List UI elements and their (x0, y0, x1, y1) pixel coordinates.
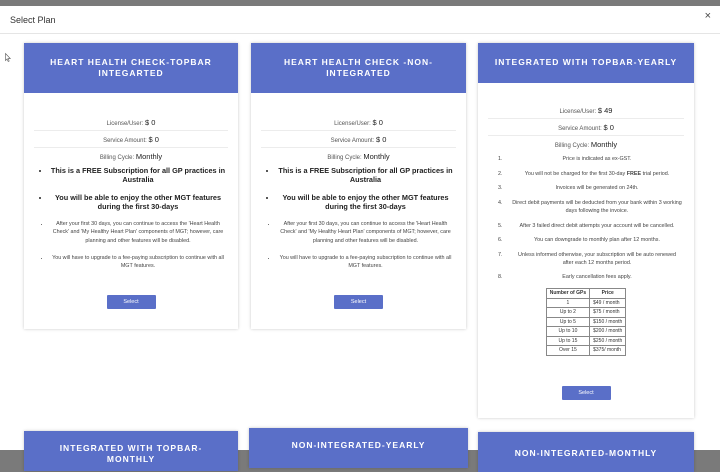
table-row: 1 $49 / month (546, 298, 626, 308)
modal-header (0, 6, 720, 34)
plan-term-item: 8. Early cancellation fees apply. (498, 274, 632, 281)
service-amount-value: $ 0 (375, 135, 387, 144)
license-label: License/User: (559, 109, 597, 115)
plan-detail-item: • You will have to upgrade to a fee-paying subscription to continue with all MGT features. (50, 254, 226, 271)
plan-term-item: 2. You will not be charged for the first 30-day FREE trial period. (498, 170, 670, 177)
service-amount-row (34, 131, 228, 148)
pricing-table (546, 288, 627, 356)
plan-term-item: 1. Price is indicated as ex-GST. (498, 156, 632, 162)
plan-detail-item: • After your first 30 days, you can continue to access the 'Heart Health Check' and 'My Healthy Heart Plan' components of MGT; however, care planning and other features will be disabled. (50, 220, 226, 245)
billing-cycle-row (488, 136, 684, 153)
service-amount-label: Service Amount: (103, 138, 147, 144)
plan-card-title: INTEGRATED WITH TOPBAR-YEARLY (478, 43, 694, 83)
plan-details (251, 220, 466, 271)
service-amount-row (488, 119, 684, 136)
plan-card-title: NON-INTEGRATED-YEARLY (249, 428, 468, 468)
plan-card-non-integrated-monthly (478, 432, 694, 472)
billing-cycle-label: Billing Cycle: (327, 155, 362, 161)
select-button[interactable]: Select (562, 386, 611, 400)
plan-highlight-item: • This is a FREE Subscription for all GP practices in Australia (277, 166, 454, 185)
billing-cycle-value: Monthly (590, 140, 618, 149)
billing-cycle-label: Billing Cycle: (554, 143, 590, 149)
plan-details (24, 220, 238, 271)
select-plan-modal (0, 6, 720, 464)
plan-card-topbar-monthly (24, 431, 238, 471)
service-amount-value: $ 0 (148, 135, 159, 144)
plan-card-non-integrated-yearly (249, 428, 468, 468)
license-row (261, 114, 456, 131)
table-header-row (546, 289, 626, 299)
license-row (34, 114, 228, 131)
plan-card-non-integrated (251, 43, 466, 329)
plan-card-title: NON-INTEGRATED-MONTHLY (478, 432, 694, 472)
plan-highlights (24, 166, 238, 212)
mouse-cursor-icon (5, 53, 11, 64)
close-icon[interactable]: × (704, 10, 711, 22)
plan-term-item: 7. Unless informed otherwise, your subscription will be auto renewed after each 12 months period. (498, 251, 676, 266)
plan-highlight-item: • You will be able to enjoy the other MGT features during the first 30-days (277, 193, 454, 212)
table-row: Up to 15 $250 / month (546, 336, 626, 346)
license-value: $ 49 (597, 106, 613, 115)
modal-title: Select Plan (10, 14, 56, 25)
table-header: Price (590, 289, 626, 299)
plan-card-title: HEART HEALTH CHECK-TOPBAR INTEGARTED (24, 43, 238, 93)
license-label: License/User: (106, 121, 144, 127)
plan-detail-item: • You will have to upgrade to a fee-paying subscription to continue with all MGT features. (277, 254, 454, 271)
table-row: Up to 10 $200 / month (546, 327, 626, 337)
plan-card-title: HEART HEALTH CHECK -NON-INTEGRATED (251, 43, 466, 93)
plan-highlight-item: • You will be able to enjoy the other MGT features during the first 30-days (50, 193, 226, 212)
license-value: $ 0 (144, 118, 156, 127)
license-row (488, 102, 684, 119)
select-button[interactable]: Select (334, 295, 383, 309)
billing-cycle-value: Monthly (363, 152, 390, 161)
table-row: Over 15 $375/ month (546, 346, 626, 356)
service-amount-label: Service Amount: (558, 126, 602, 132)
billing-cycle-label: Billing Cycle: (99, 155, 135, 161)
billing-cycle-row (261, 148, 456, 165)
service-amount-label: Service Amount: (330, 138, 375, 144)
table-row: Up to 5 $150 / month (546, 317, 626, 327)
select-button[interactable]: Select (107, 295, 156, 309)
plan-detail-item: • After your first 30 days, you can continue to access the 'Heart Health Check' and 'My Healthy Heart Plan' components of MGT; however, care planning and other features will be disabled. (277, 220, 454, 245)
plan-term-item: 6. You can downgrade to monthly plan after 12 months. (498, 237, 660, 244)
table-header: Number of GPs (546, 289, 589, 299)
plan-highlight-item: • This is a FREE Subscription for all GP practices in Australia (50, 166, 226, 185)
service-amount-value: $ 0 (603, 123, 614, 132)
license-value: $ 0 (372, 118, 383, 127)
plan-card-topbar-integrated (24, 43, 238, 329)
plan-card-title: INTEGRATED WITH TOPBAR-MONTHLY (24, 431, 238, 471)
plan-term-item: 4. Direct debit payments will be deducted from your bank within 3 working days following the invoice. (498, 199, 682, 214)
license-label: License/User: (334, 121, 371, 127)
plan-term-item: 3. Invoices will be generated on 24th. (498, 185, 639, 192)
service-amount-row (261, 131, 456, 148)
plan-term-item: 5. After 3 failed direct debit attempts your account will be cancelled. (498, 222, 675, 229)
modal-body[interactable] (0, 35, 720, 464)
plan-terms-list (478, 155, 694, 282)
billing-cycle-value: Monthly (135, 152, 163, 161)
plan-card-topbar-yearly (478, 43, 694, 418)
billing-cycle-row (34, 148, 228, 165)
plan-highlights (251, 166, 466, 212)
table-row: Up to 2 $75 / month (546, 308, 626, 318)
